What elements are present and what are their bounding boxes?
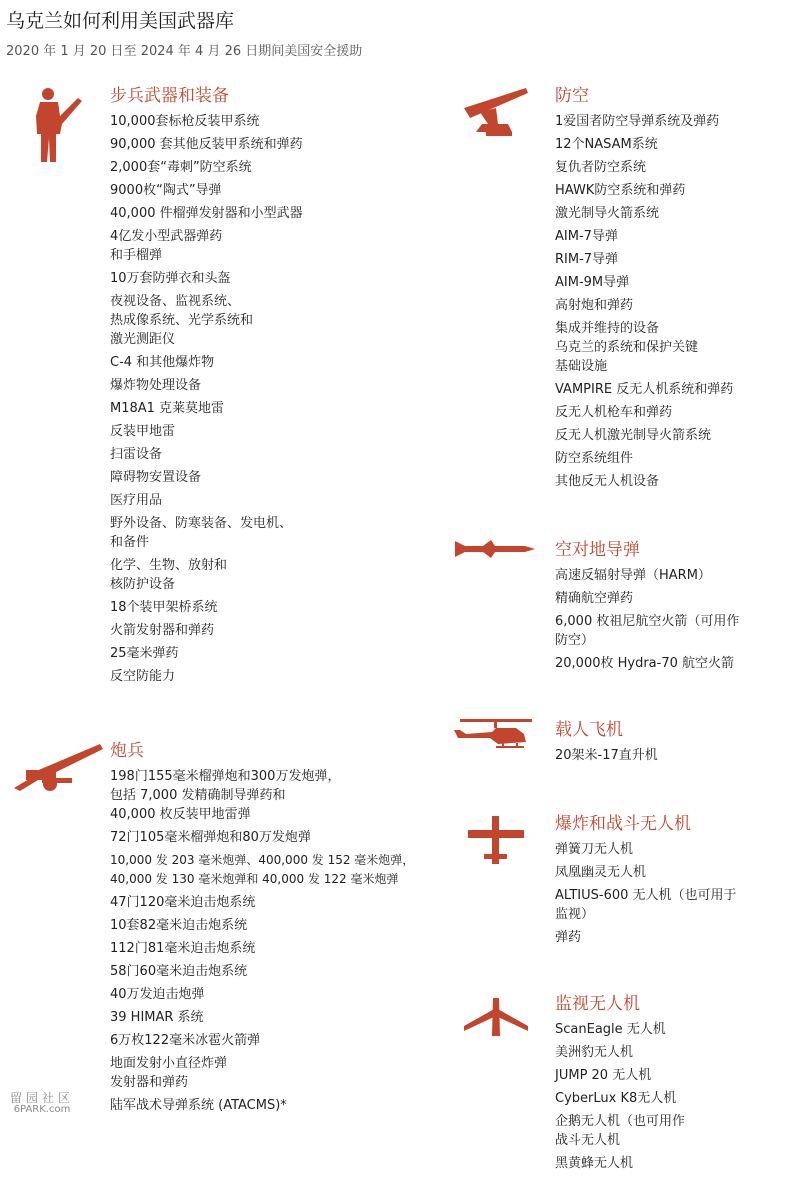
list-item: C-4 和其他爆炸物	[110, 355, 215, 370]
list-item: 10套82毫米迫击炮系统	[110, 918, 248, 933]
list-item: JUMP 20 无人机	[555, 1068, 652, 1083]
section-surveillance-drones	[555, 992, 795, 1177]
list-item: 弹簧刀无人机	[555, 842, 634, 857]
list-item: RIM-7导弹	[555, 252, 619, 267]
section-title: 防空	[555, 86, 589, 106]
section-manned-aircraft	[555, 718, 795, 769]
page-subtitle: 2020 年 1 月 20 日至 2024 年 4 月 26 日期间美国安全援助	[6, 44, 363, 59]
list-item: 40万发迫击炮弹	[110, 987, 205, 1002]
list-item: 198门155毫米榴弹炮和300万发炮弹， 包括 7,000 发精确制导弹药和 40,000 枚反装甲地雷弹	[110, 769, 341, 822]
page-title: 乌克兰如何利用美国武器库	[6, 10, 235, 32]
section-title: 空对地导弹	[555, 540, 640, 560]
watermark-en: 6PARK.com	[13, 1104, 71, 1115]
list-item: 黑黄蜂无人机	[555, 1156, 634, 1171]
list-item: 反无人机枪车和弹药	[555, 405, 673, 420]
list-item: 90,000 套其他反装甲系统和弹药	[110, 137, 303, 152]
section-air-defense	[555, 84, 795, 495]
list-item: M18A1 克莱莫地雷	[110, 401, 225, 416]
list-item: 6万枚122毫米冰雹火箭弹	[110, 1033, 261, 1048]
soldier-icon	[30, 86, 84, 164]
list-item: 化学、生物、放射和 核防护设备	[110, 558, 228, 592]
list-item: 复仇者防空系统	[555, 160, 647, 175]
howitzer-icon	[12, 742, 104, 794]
list-item: 夜视设备、监视系统、 热成像系统、光学系统和 激光测距仪	[110, 294, 254, 347]
list-item: 高速反辐射导弹（HARM）	[555, 568, 711, 583]
list-item: 美洲豹无人机	[555, 1045, 634, 1060]
section-title: 载人飞机	[555, 720, 623, 740]
list-item: 4亿发小型武器弹药 和手榴弹	[110, 229, 223, 263]
list-item: 72门105毫米榴弹炮和80万发炮弹	[110, 830, 311, 845]
list-item: 6,000 枚祖尼航空火箭（可用作 防空）	[555, 614, 740, 648]
list-item: 10万套防弹衣和头盔	[110, 271, 231, 286]
list-item: ScanEagle 无人机	[555, 1022, 666, 1037]
list-item: 爆炸物处理设备	[110, 378, 202, 393]
list-item: 25毫米弹药	[110, 646, 179, 661]
list-item: 112门81毫米迫击炮系统	[110, 941, 256, 956]
missile-icon	[453, 538, 537, 560]
missile-launcher-icon	[462, 86, 530, 138]
list-item: 地面发射小直径炸弹 发射器和弹药	[110, 1056, 228, 1090]
list-item: CyberLux K8无人机	[555, 1091, 677, 1106]
section-air-to-ground	[555, 538, 795, 677]
list-item: 9000枚“陶式”导弹	[110, 183, 222, 198]
list-item: AIM-7导弹	[555, 229, 618, 244]
combat-drone-icon	[466, 814, 526, 866]
section-title: 步兵武器和装备	[110, 86, 229, 106]
section-combat-drones	[555, 812, 795, 951]
list-item: 18个装甲架桥系统	[110, 600, 218, 615]
list-item: 其他反无人机设备	[555, 474, 660, 489]
list-item: ALTIUS-600 无人机（也可用于 监视）	[555, 888, 737, 922]
section-artillery	[110, 739, 455, 1119]
list-item: 凤凰幽灵无人机	[555, 865, 647, 880]
surveillance-drone-icon	[462, 996, 530, 1038]
watermark	[10, 1092, 74, 1116]
list-item: 10,000 发 203 毫米炮弹、400,000 发 152 毫米炮弹， 40,000 发 130 毫米炮弹和 40,000 发 122 毫米炮弹	[110, 853, 415, 886]
list-item: 20架米-17直升机	[555, 748, 658, 763]
list-item: 反空防能力	[110, 669, 176, 684]
section-title: 监视无人机	[555, 994, 640, 1014]
list-item: 医疗用品	[110, 493, 163, 508]
list-item: 企鹅无人机（也可用作 战斗无人机	[555, 1114, 686, 1148]
list-item: 精确航空弹药	[555, 591, 634, 606]
list-item: 1爱国者防空导弹系统及弹药	[555, 114, 720, 129]
section-title: 爆炸和战斗无人机	[555, 814, 691, 834]
list-item: 弹药	[555, 930, 582, 945]
list-item: 47门120毫米迫击炮系统	[110, 895, 256, 910]
list-item: 40,000 件榴弹发射器和小型武器	[110, 206, 303, 221]
list-item: HAWK防空系统和弹药	[555, 183, 686, 198]
list-item: 10,000套标枪反装甲系统	[110, 114, 260, 129]
list-item: 扫雷设备	[110, 447, 163, 462]
list-item: 39 HIMAR 系统	[110, 1010, 204, 1025]
list-item: 20,000枚 Hydra-70 航空火箭	[555, 656, 735, 671]
list-item: 防空系统组件	[555, 451, 634, 466]
list-item: 野外设备、防寒装备、发电机、 和备件	[110, 516, 293, 550]
list-item: 陆军战术导弹系统 (ATACMS)*	[110, 1098, 287, 1113]
list-item: AIM-9M导弹	[555, 275, 630, 290]
list-item: 12个NASAM系统	[555, 137, 658, 152]
list-item: 58门60毫米迫击炮系统	[110, 964, 248, 979]
list-item: 火箭发射器和弹药	[110, 623, 215, 638]
list-item: 激光制导火箭系统	[555, 206, 660, 221]
list-item: 2,000套“毒刺”防空系统	[110, 160, 252, 175]
list-item: 反无人机激光制导火箭系统	[555, 428, 712, 443]
list-item: 障碍物安置设备	[110, 470, 202, 485]
section-infantry	[110, 84, 450, 690]
list-item: 高射炮和弹药	[555, 298, 634, 313]
helicopter-icon	[452, 716, 540, 750]
list-item: 反装甲地雷	[110, 424, 176, 439]
watermark-cn: 留园社区	[10, 1091, 75, 1105]
list-item: 集成并维持的设备 乌克兰的系统和保护关键 基础设施	[555, 321, 699, 374]
section-title: 炮兵	[110, 741, 144, 761]
list-item: VAMPIRE 反无人机系统和弹药	[555, 382, 734, 397]
